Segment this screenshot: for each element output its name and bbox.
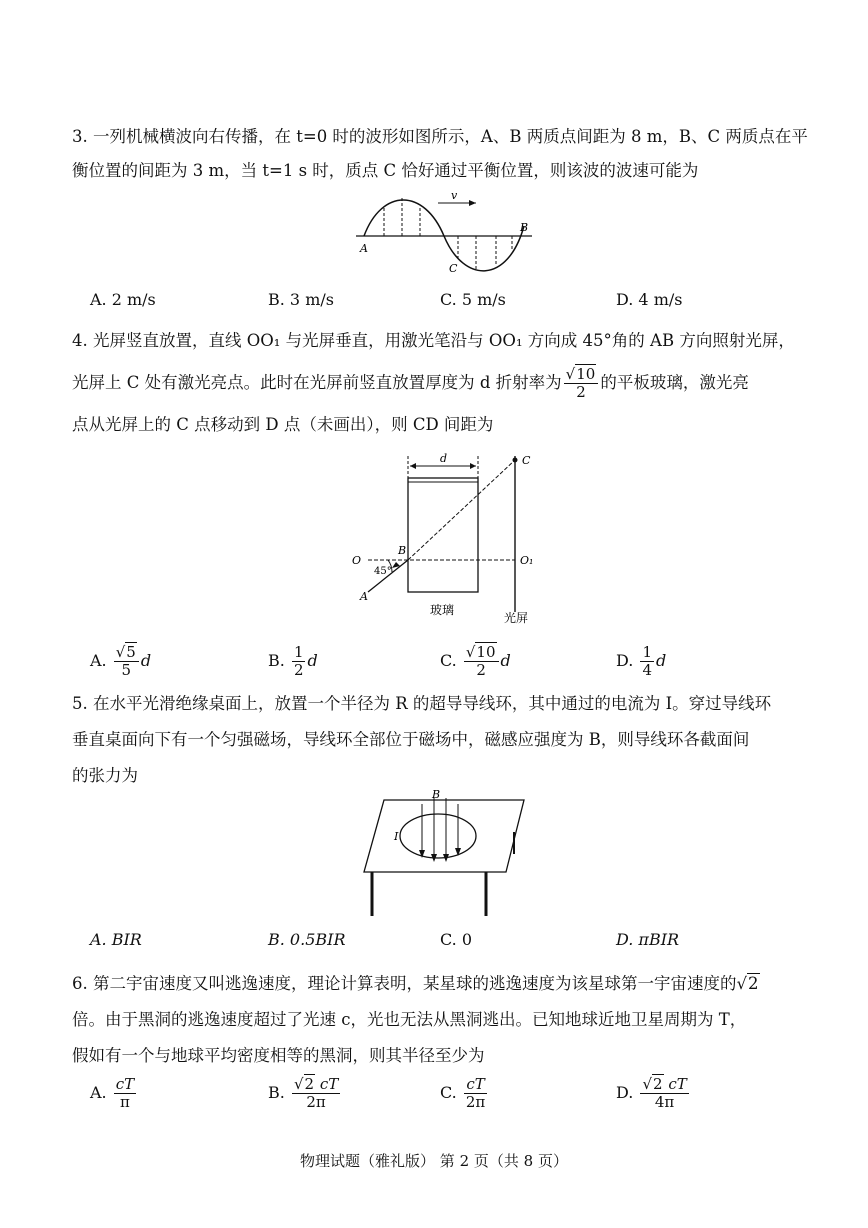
point-a-label: A [360,242,368,255]
current-i-label: I [394,830,399,843]
q4-line-1: 4. 光屏竖直放置，直线 OO₁ 与光屏垂直，用激光笔沿与 OO₁ 方向成 45°角的 AB 方向照射光屏， [72,331,795,350]
q5-line-2: 垂直桌面向下有一个匀强磁场，导线环全部位于磁场中，磁感应强度为 B，则导线环各截面间 [72,730,750,749]
question-5 [72,686,812,794]
q4-line-3: 点从光屏上的 C 点移动到 D 点（未画出），则 CD 间距为 [72,415,494,434]
q4-options [90,644,810,682]
question-4 [72,320,812,446]
point-b-label: B [398,544,407,557]
q5-option-b[interactable]: B. 0.5BIR [268,930,346,949]
page-footer: 物理试题（雅礼版） 第 2 页（共 8 页） [300,1152,568,1170]
q3-option-d[interactable]: D. 4 m/s [616,290,683,309]
q4-option-d[interactable]: D. $\frac{1}{4}$ d [616,643,667,679]
refractive-index-fraction: $\frac{√10}{2}$ [564,366,599,401]
q4-option-c[interactable]: C. $\frac{√10}{2}$ d [440,643,511,679]
q5-options [90,930,810,964]
q5-option-d[interactable]: D. πBIR [616,930,680,949]
q3-option-b[interactable]: B. 3 m/s [268,290,334,309]
q6-line-3: 假如有一个与地球平均密度相等的黑洞，则其半径至少为 [72,1046,485,1065]
q3-line-2: 衡位置的间距为 3 m，当 t=1 s 时，质点 C 恰好通过平衡位置，则该波的波速可能为 [72,161,699,180]
point-a-label: A [360,590,368,603]
q5-line-1: 5. 在水平光滑绝缘桌面上，放置一个半径为 R 的超导导线环，其中通过的电流为 I。穿过导线环 [72,694,772,713]
question-3 [72,120,812,188]
q5-option-a[interactable]: A. BIR [90,930,142,949]
q6-options [90,1076,810,1116]
glass-plate [408,478,478,592]
q6-line-2: 倍。由于黑洞的逃逸速度超过了光速 c，光也无法从黑洞逃出。已知地球近地卫星周期为 T， [72,1010,747,1029]
magnetic-ring-figure [356,790,526,920]
q4-option-b[interactable]: B. $\frac{1}{2}$ d [268,643,318,679]
q6-option-c[interactable]: C. $\frac{cT}{2\pi}$ [440,1075,486,1111]
q6-option-d[interactable]: D. $\frac{√2 cT}{4\pi}$ [616,1075,687,1111]
point-c-label: C [449,262,458,275]
q4-line-2: 光屏上 C 处有激光亮点。此时在光屏前竖直放置厚度为 d 折射率为 $\frac{√10}{2}$ 的平板玻璃，激光亮 [72,365,749,401]
glass-screen-figure [348,448,548,634]
q3-options [90,290,810,324]
q6-option-a[interactable]: A. $\frac{cT}{\pi}$ [90,1075,135,1111]
thickness-label: d [440,452,448,465]
point-b-label: B [520,221,529,234]
q3-line-1: 3. 一列机械横波向右传播，在 t=0 时的波形如图所示，A、B 两质点间距为 8 m，B、C 两质点在平 [72,127,808,146]
glass-label: 玻璃 [430,603,455,617]
point-o-label: O [352,554,362,567]
q6-option-b[interactable]: B. $\frac{√2 cT}{2\pi}$ [268,1075,339,1111]
angle-label: 45° [374,566,392,577]
q6-line-1: 6. 第二宇宙速度又叫逃逸速度，理论计算表明，某星球的逃逸速度为该星球第一宇宙速度的√2 [72,974,759,993]
superconducting-ring [400,814,476,858]
velocity-label: v [451,189,458,202]
q3-option-c[interactable]: C. 5 m/s [440,290,506,309]
screen-label: 光屏 [504,611,529,625]
point-o1-label: O₁ [520,554,534,567]
field-b-label: B [432,790,441,801]
question-6 [72,966,812,1074]
q5-option-c[interactable]: C. 0 [440,930,473,949]
point-c-label: C [522,454,531,467]
q3-option-a[interactable]: A. 2 m/s [90,290,156,309]
q5-line-3: 的张力为 [72,766,138,785]
q4-option-a[interactable]: A. $\frac{√5}{5}$ d [90,643,152,679]
wave-figure [350,186,540,280]
table-top [364,800,524,872]
